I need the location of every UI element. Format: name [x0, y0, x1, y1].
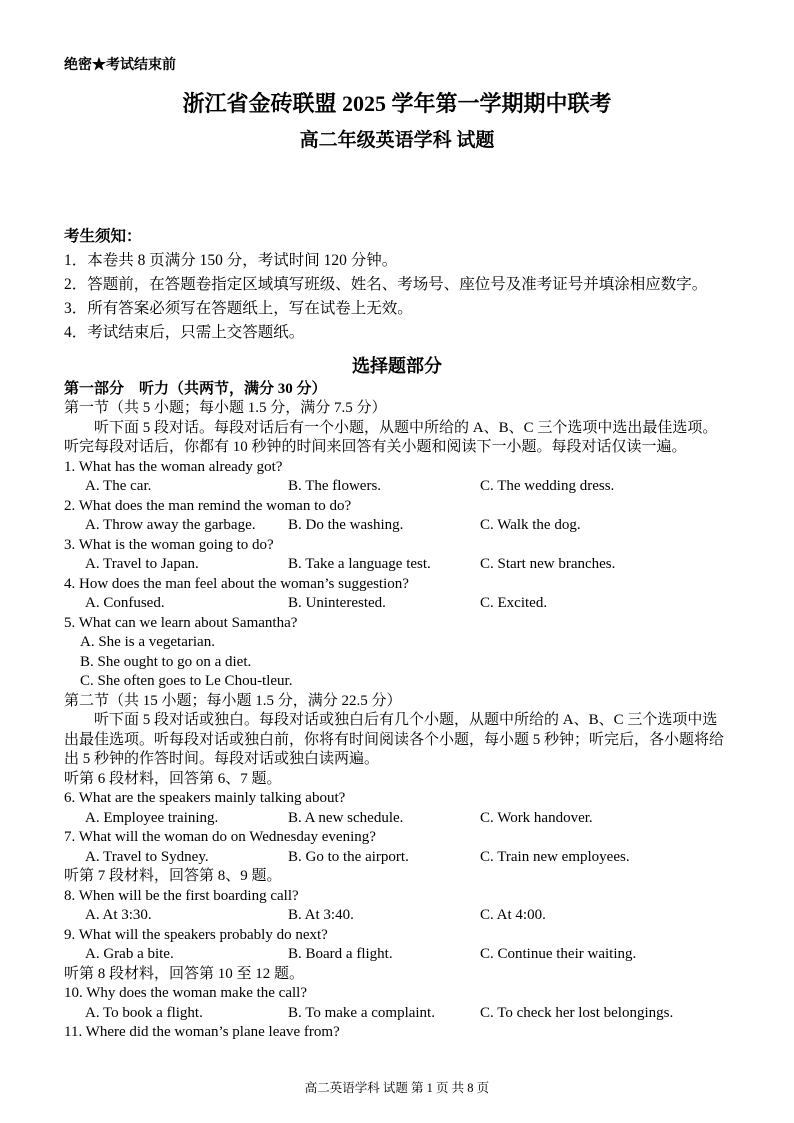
question-7-options	[64, 848, 730, 868]
page-footer: 高二英语学科 试题 第 1 页 共 8 页	[304, 1081, 490, 1095]
question-7	[64, 828, 730, 867]
option-b: B. The flowers.	[288, 478, 382, 494]
option-c: C. Continue their waiting.	[480, 946, 637, 962]
question-8-stem: 8. When will be the first boarding call?	[64, 887, 299, 904]
question-1-options	[64, 477, 730, 497]
question-7-stem: 7. What will the woman do on Wednesday evening?	[64, 829, 376, 845]
question-1	[64, 458, 730, 497]
option-a: A. Employee training.	[85, 809, 219, 826]
option-b: B. To make a complaint.	[288, 1004, 435, 1021]
secrecy-notice: 绝密★考试结束前	[64, 58, 176, 73]
question-5	[64, 614, 730, 692]
part1-heading: 第一部分 听力（共两节，满分 30 分）	[64, 381, 327, 397]
question-8-options	[64, 906, 730, 926]
question-6	[64, 789, 730, 828]
question-4-stem: 4. How does the man feel about the woman’s suggestion?	[64, 575, 409, 592]
question-11-stem: 11. Where did the woman’s plane leave from?	[64, 1024, 340, 1040]
candidate-notice	[64, 225, 730, 345]
question-3-stem: 3. What is the woman going to do?	[64, 536, 274, 553]
question-6-stem: 6. What are the speakers mainly talking about?	[64, 790, 346, 806]
material-cue-1: 听第 6 段材料，回答第 6、7 题。	[64, 770, 282, 787]
exam-body	[64, 379, 730, 1043]
option-a: A. Confused.	[85, 595, 165, 611]
question-11	[64, 1023, 730, 1043]
option-b: B. Uninterested.	[288, 595, 386, 611]
option-a: A. The car.	[85, 478, 152, 494]
section1-heading: 第一节（共 5 小题；每小题 1.5 分，满分 7.5 分）	[64, 400, 387, 416]
option-c: C. Start new branches.	[480, 556, 616, 572]
notice-item-4: 4．考试结束后，只需上交答题纸。	[64, 324, 305, 341]
question-1-stem: 1. What has the woman already got?	[64, 458, 283, 475]
notice-item-1: 1．本卷共 8 页满分 150 分，考试时间 120 分钟。	[64, 252, 398, 269]
question-2	[64, 497, 730, 536]
question-4	[64, 575, 730, 614]
option-c: C. Train new employees.	[480, 848, 630, 865]
option-a: A. Throw away the garbage.	[85, 517, 256, 533]
option-b: B. A new schedule.	[288, 809, 404, 826]
option-a: A. At 3:30.	[85, 907, 152, 923]
section1-instructions: 听下面 5 段对话。每段对话后有一个小题，从题中所给的 A、B、C 三个选项中选出最佳选项。听完每段对话后，你都有 10 秒钟的时间来回答有关小题和阅读下一小题。每段对话仅读一遍。	[64, 419, 718, 455]
question-3-options	[64, 555, 730, 575]
section2-heading: 第二节（共 15 小题；每小题 1.5 分，满分 22.5 分）	[64, 692, 402, 709]
option-b: B. At 3:40.	[288, 907, 354, 923]
option-c: C. At 4:00.	[480, 907, 546, 923]
question-9	[64, 926, 730, 965]
material-cue-3: 听第 8 段材料，回答第 10 至 12 题。	[64, 965, 305, 982]
question-4-options	[64, 594, 730, 614]
notice-item-2: 2．答题前，在答题卷指定区域填写班级、姓名、考场号、座位号及准考证号并填涂相应数字。	[64, 276, 708, 293]
notice-heading: 考生须知：	[64, 228, 142, 245]
option-b: B. Go to the airport.	[288, 848, 409, 865]
question-8	[64, 887, 730, 926]
question-10	[64, 984, 730, 1023]
question-3	[64, 536, 730, 575]
option-c: C. The wedding dress.	[480, 478, 615, 494]
exam-subtitle: 高二年级英语学科 试题	[299, 130, 495, 151]
option-a: A. Travel to Sydney.	[85, 848, 209, 865]
option-a: A. She is a vegetarian.	[80, 634, 215, 650]
exam-title: 浙江省金砖联盟 2025 学年第一学期期中联考	[182, 91, 612, 116]
option-c: C. Walk the dog.	[480, 517, 581, 533]
choice-section-title: 选择题部分	[352, 356, 442, 376]
question-6-options	[64, 809, 730, 829]
option-b: B. She ought to go on a diet.	[80, 653, 252, 670]
question-2-stem: 2. What does the man remind the woman to do?	[64, 497, 352, 514]
section2-instructions: 听下面 5 段对话或独白。每段对话或独白后有几个小题，从题中所给的 A、B、C 三个选项中选出最佳选项。听每段对话或独白前，你将有时间阅读各个小题，每小题 5 秒钟；听完后，各小题将给出 5 秒钟的作答时间。每段对话或独白读两遍。	[64, 712, 725, 767]
question-10-options	[64, 1004, 730, 1024]
question-10-stem: 10. Why does the woman make the call?	[64, 985, 307, 1001]
option-a: A. To book a flight.	[85, 1004, 203, 1021]
question-9-options	[64, 945, 730, 965]
question-5-stem: 5. What can we learn about Samantha?	[64, 614, 298, 631]
option-c: C. She often goes to Le Chou-tleur.	[80, 673, 293, 689]
notice-item-3: 3．所有答案必须写在答题纸上，写在试卷上无效。	[64, 300, 413, 317]
question-5-options	[64, 633, 730, 692]
material-cue-2: 听第 7 段材料，回答第 8、9 题。	[64, 868, 282, 884]
option-c: C. Excited.	[480, 595, 548, 611]
option-c: C. Work handover.	[480, 809, 593, 826]
option-c: C. To check her lost belongings.	[480, 1004, 674, 1021]
option-a: A. Grab a bite.	[85, 946, 174, 962]
question-9-stem: 9. What will the speakers probably do next?	[64, 926, 328, 943]
option-b: B. Board a flight.	[288, 946, 393, 962]
question-2-options	[64, 516, 730, 536]
option-a: A. Travel to Japan.	[85, 556, 199, 572]
option-b: B. Do the washing.	[288, 517, 404, 533]
option-b: B. Take a language test.	[288, 556, 431, 572]
